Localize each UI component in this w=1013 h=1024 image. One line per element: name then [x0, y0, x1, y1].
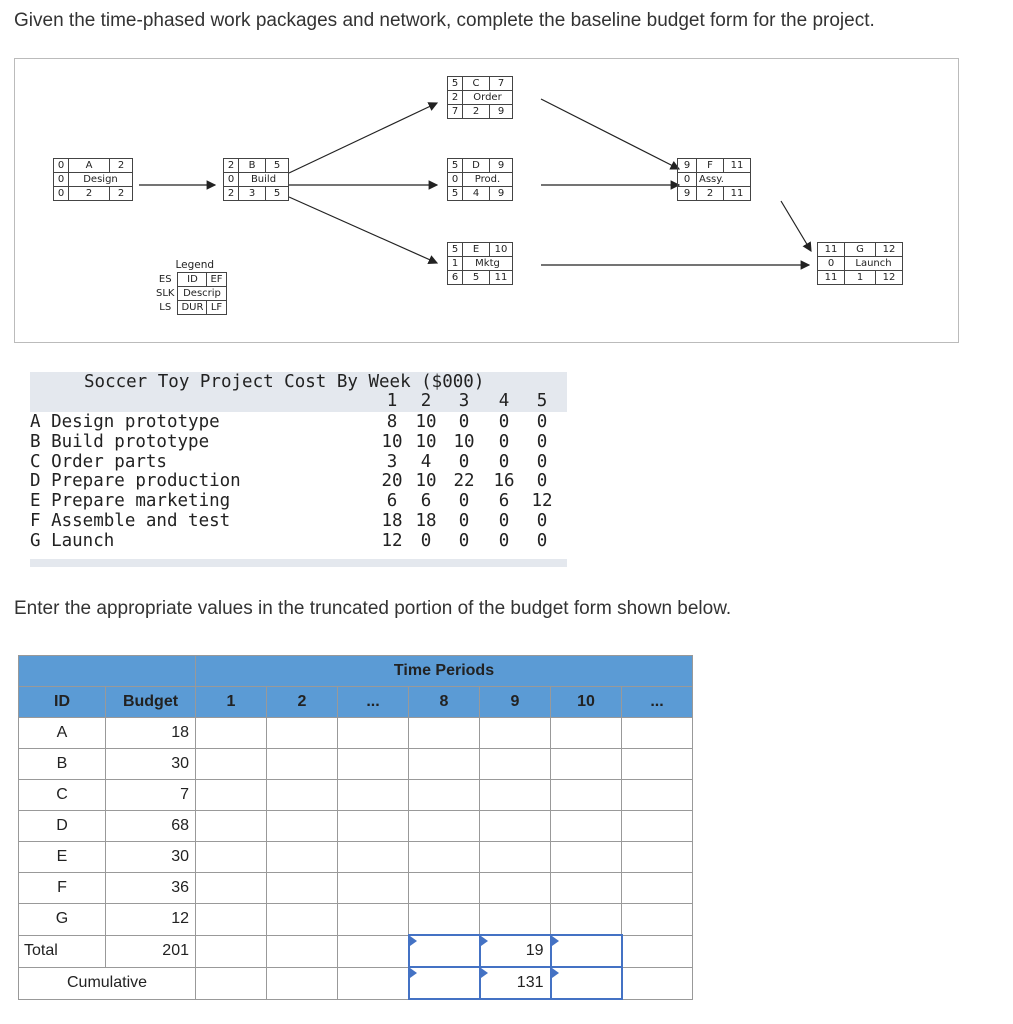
total-period-9-input[interactable]: 19: [480, 935, 551, 967]
row-id: C: [19, 780, 106, 811]
budget-header: Budget: [106, 687, 196, 718]
arrow-b-c: [289, 103, 437, 173]
cumulative-period-10-input[interactable]: [551, 967, 622, 999]
cost-cell: 10: [453, 431, 475, 452]
cost-task-label: C Order parts: [30, 451, 167, 472]
legend-title: Legend: [175, 259, 215, 271]
period-cell: [196, 749, 267, 780]
period-9-header: 9: [480, 687, 551, 718]
cost-cell: 0: [498, 412, 510, 432]
cost-cell: 12: [381, 530, 403, 551]
period-2-header: 2: [267, 687, 338, 718]
node-e: 5 E 10 1 Mktg 6 5 11: [447, 242, 513, 285]
arrow-c-f: [541, 99, 679, 169]
week-header: 3: [458, 391, 470, 411]
cost-cell: 16: [493, 471, 515, 492]
period-cell: [480, 842, 551, 873]
period-cell: [338, 811, 409, 842]
arrow-b-e: [289, 197, 437, 263]
period-cell: [196, 873, 267, 904]
period-cell: [267, 842, 338, 873]
time-periods-header: Time Periods: [196, 656, 693, 687]
cost-cell: 0: [458, 530, 470, 551]
budget-row: [19, 811, 693, 842]
cost-cell: 0: [498, 451, 510, 472]
row-id: A: [19, 718, 106, 749]
period-cell: [338, 780, 409, 811]
week-header: 5: [536, 391, 548, 411]
cost-cell: 0: [536, 530, 548, 551]
cost-cell: 10: [415, 471, 437, 492]
row-id: B: [19, 749, 106, 780]
period-cell: [267, 749, 338, 780]
budget-row: [19, 780, 693, 811]
period-cell: [480, 904, 551, 936]
week-header: 4: [498, 391, 510, 411]
cost-cell: 0: [458, 451, 470, 472]
cost-cell: 10: [415, 431, 437, 452]
input-marker-icon: [552, 968, 559, 978]
cost-title: Soccer Toy Project Cost By Week ($000): [84, 372, 485, 392]
period-cell: [338, 904, 409, 936]
cost-cell: 12: [531, 491, 553, 512]
cost-cell: 0: [498, 431, 510, 452]
cost-bottom-band: [30, 559, 567, 567]
period-cell: [196, 780, 267, 811]
cost-by-week-table: [30, 372, 567, 567]
budget-row: [19, 842, 693, 873]
cumulative-row: [19, 967, 693, 999]
cost-cell: 8: [386, 412, 398, 432]
input-marker-icon: [410, 968, 417, 978]
question-text: Given the time-phased work packages and network, complete the baseline budget form for the project.: [14, 10, 875, 31]
row-id: F: [19, 873, 106, 904]
cost-cell: 6: [420, 491, 432, 512]
arrow-f-g: [781, 201, 811, 251]
period-cell: [196, 904, 267, 936]
period-cell: [409, 842, 480, 873]
input-marker-icon: [481, 968, 488, 978]
input-marker-icon: [410, 936, 417, 946]
cost-cell: 10: [415, 412, 437, 432]
period-cell: [267, 873, 338, 904]
period-cell: [480, 718, 551, 749]
cost-task-label: E Prepare marketing: [30, 491, 231, 512]
cost-cell: 0: [458, 511, 470, 531]
node-f: 9 F 11 0 Assy. 9 2 11: [677, 158, 751, 201]
period-cell: [338, 718, 409, 749]
period-ellipsis-header: ...: [338, 687, 409, 718]
period-cell: [480, 780, 551, 811]
period-cell: [196, 811, 267, 842]
week-header: 2: [420, 391, 432, 411]
period-cell: [622, 780, 693, 811]
week-header: 1: [386, 391, 398, 411]
period-cell: [622, 718, 693, 749]
cumulative-period-9-input[interactable]: 131: [480, 967, 551, 999]
input-marker-icon: [481, 936, 488, 946]
period-cell: [622, 842, 693, 873]
period-cell: [551, 749, 622, 780]
row-budget: 30: [106, 749, 196, 780]
budget-row: [19, 718, 693, 749]
budget-form: [18, 655, 693, 1000]
cost-task-label: D Prepare production: [30, 471, 241, 492]
period-cell: [551, 780, 622, 811]
node-b: 2 B 5 0 Build 2 3 5: [223, 158, 289, 201]
cost-cell: 0: [420, 530, 432, 551]
cost-cell: 0: [498, 511, 510, 531]
cost-cell: 6: [498, 491, 510, 512]
budget-row: [19, 873, 693, 904]
row-id: G: [19, 904, 106, 936]
input-marker-icon: [552, 936, 559, 946]
cost-cell: 0: [536, 431, 548, 452]
period-cell: [267, 780, 338, 811]
period-cell: [480, 811, 551, 842]
total-period-8-input[interactable]: [409, 935, 480, 967]
row-budget: 68: [106, 811, 196, 842]
row-budget: 12: [106, 904, 196, 936]
period-cell: [267, 904, 338, 936]
period-8-header: 8: [409, 687, 480, 718]
budget-row: [19, 904, 693, 936]
period-cell: [409, 873, 480, 904]
node-g: 11 G 12 0 Launch 11 1 12: [817, 242, 903, 285]
period-cell: [622, 749, 693, 780]
node-d: 5 D 9 0 Prod. 5 4 9: [447, 158, 513, 201]
cost-cell: 0: [536, 412, 548, 432]
cost-cell: 3: [386, 451, 398, 472]
network-diagram: [14, 58, 959, 343]
total-budget: 201: [106, 935, 196, 967]
cost-cell: 20: [381, 471, 403, 492]
id-header: ID: [19, 687, 106, 718]
cost-cell: 22: [453, 471, 475, 492]
cost-cell: 0: [536, 511, 548, 531]
period-cell: [409, 904, 480, 936]
cost-cell: 0: [498, 530, 510, 551]
period-cell: [551, 904, 622, 936]
budget-row: [19, 749, 693, 780]
row-budget: 36: [106, 873, 196, 904]
period-cell: [551, 842, 622, 873]
node-a: 0 A 2 0 Design 0 2 2: [53, 158, 133, 201]
period-cell: [622, 904, 693, 936]
total-period-10-input[interactable]: [551, 935, 622, 967]
period-cell: [551, 811, 622, 842]
period-cell: [267, 718, 338, 749]
row-id: D: [19, 811, 106, 842]
period-cell: [551, 873, 622, 904]
period-cell: [409, 718, 480, 749]
period-header-row: [19, 687, 693, 718]
cost-cell: 10: [381, 431, 403, 452]
period-cell: [622, 873, 693, 904]
cost-cell: 4: [420, 451, 432, 472]
cost-cell: 6: [386, 491, 398, 512]
node-c: 5 C 7 2 Order 7 2 9: [447, 76, 513, 119]
cost-cell: 0: [536, 471, 548, 492]
row-budget: 30: [106, 842, 196, 873]
period-cell: [409, 780, 480, 811]
period-cell: [338, 749, 409, 780]
cumulative-period-8-input[interactable]: [409, 967, 480, 999]
period-cell: [551, 718, 622, 749]
row-id: E: [19, 842, 106, 873]
period-ellipsis2-header: ...: [622, 687, 693, 718]
period-cell: [480, 873, 551, 904]
cost-cell: 18: [381, 511, 403, 531]
period-1-header: 1: [196, 687, 267, 718]
period-cell: [196, 842, 267, 873]
cost-cell: 0: [536, 451, 548, 472]
period-cell: [622, 811, 693, 842]
row-budget: 7: [106, 780, 196, 811]
period-cell: [338, 873, 409, 904]
period-cell: [409, 749, 480, 780]
cost-cell: 0: [458, 491, 470, 512]
cost-cell: 0: [458, 412, 470, 432]
period-cell: [480, 749, 551, 780]
period-10-header: 10: [551, 687, 622, 718]
blank-header: [19, 656, 196, 687]
cumulative-label: Cumulative: [19, 967, 196, 999]
cost-task-label: F Assemble and test: [30, 511, 231, 531]
total-label: Total: [19, 935, 106, 967]
period-cell: [196, 718, 267, 749]
period-cell: [338, 842, 409, 873]
cost-task-label: G Launch: [30, 530, 115, 551]
row-budget: 18: [106, 718, 196, 749]
cost-task-label: A Design prototype: [30, 412, 220, 432]
total-row: [19, 935, 693, 967]
instruction-text: Enter the appropriate values in the truncated portion of the budget form shown below.: [14, 598, 732, 619]
period-cell: [267, 811, 338, 842]
legend: Legend ES ID EF SLK Descrip LS DUR LF: [153, 259, 227, 315]
period-cell: [409, 811, 480, 842]
cost-task-label: B Build prototype: [30, 431, 210, 452]
cost-cell: 18: [415, 511, 437, 531]
